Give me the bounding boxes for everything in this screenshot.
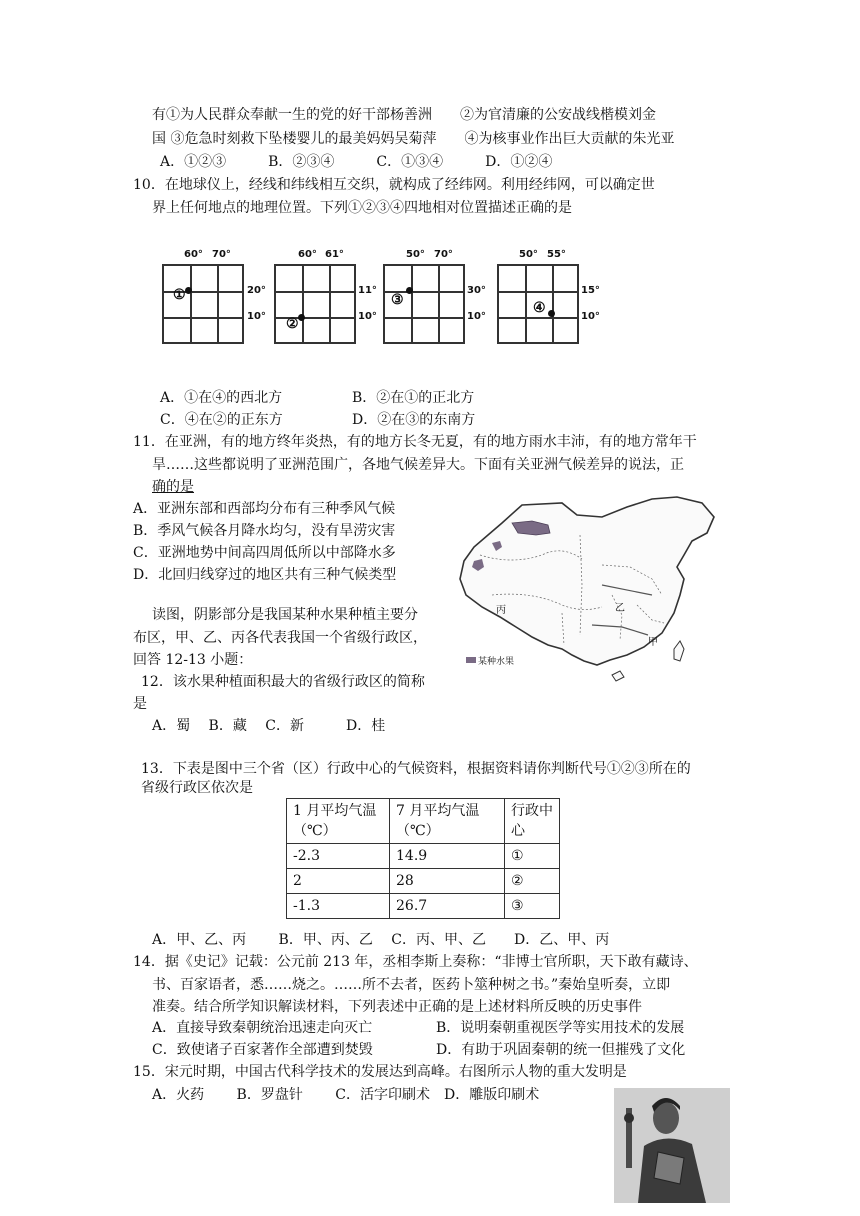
q12-line2: 是 xyxy=(133,696,147,712)
cell-jul: 28 xyxy=(390,869,505,894)
inventor-statue-photo xyxy=(614,1088,730,1203)
q13-options: A．甲、乙、丙 B．甲、丙、乙 C．丙、甲、乙 D．乙、甲、丙 xyxy=(152,932,610,948)
grid-1-top-right-label: 70° xyxy=(212,249,231,260)
grid-1-marker: ① xyxy=(173,287,186,303)
cell-jan: -1.3 xyxy=(287,894,390,919)
grid-2-marker: ② xyxy=(286,316,299,332)
grid-2-top-right-label: 61° xyxy=(325,249,344,260)
grid-1-right-bottom-label: 10° xyxy=(247,311,266,322)
q11-line2: 旱……这些都说明了亚洲范围广，各地气候差异大。下面有关亚洲气候差异的说法，正 xyxy=(152,457,684,473)
q11-line1: 11．在亚洲，有的地方终年炎热，有的地方长冬无夏，有的地方雨水丰沛，有的地方常年干 xyxy=(133,434,697,450)
grid-3-top-left-label: 50° xyxy=(406,249,425,260)
q14-option-d: D．有助于巩固秦朝的统一但摧残了文化 xyxy=(436,1042,686,1058)
grid-2-box xyxy=(274,264,356,344)
q11-option-b: B．季风气候各月降水均匀，没有旱涝灾害 xyxy=(133,523,396,539)
q10-option-c: C．④在②的正东方 xyxy=(160,412,283,428)
table-row xyxy=(287,869,560,894)
q14-option-c: C．致使诸子百家著作全部遭到焚毁 xyxy=(152,1042,373,1058)
q10-option-d: D．②在③的东南方 xyxy=(352,412,476,428)
q10-line2: 界上任何地点的地理位置。下列①②③④四地相对位置描述正确的是 xyxy=(152,200,572,216)
grid-2-point xyxy=(298,314,305,321)
climate-table xyxy=(286,798,560,919)
cell-jul: 26.7 xyxy=(390,894,505,919)
grid-4-right-top-label: 15° xyxy=(581,285,600,296)
grid-3-right-bottom-label: 10° xyxy=(467,311,486,322)
map-label-bing: 丙 xyxy=(496,605,506,616)
grid-2-right-top-label: 11° xyxy=(358,285,377,296)
cell-center: ② xyxy=(505,869,560,894)
q10-line1: 10．在地球仪上，经线和纬线相互交织，就构成了经纬网。利用经纬网，可以确定世 xyxy=(133,177,655,193)
q10-option-b: B．②在①的正北方 xyxy=(352,390,475,406)
cell-jul: 14.9 xyxy=(390,844,505,869)
q12-options: A．蜀 B．藏 C．新 D．桂 xyxy=(152,718,386,734)
reading-line1: 读图，阴影部分是我国某种水果种植主要分 xyxy=(152,607,418,623)
table-header-row xyxy=(287,799,560,844)
grid-1-right-top-label: 20° xyxy=(247,285,266,296)
table-row xyxy=(287,844,560,869)
cell-jan: 2 xyxy=(287,869,390,894)
grid-4-point xyxy=(548,310,555,317)
cell-jan: -2.3 xyxy=(287,844,390,869)
q13-line1: 13．下表是图中三个省（区）行政中心的气候资料，根据资料请你判断代号①②③所在的 xyxy=(141,761,691,777)
q11-option-d: D．北回归线穿过的地区共有三种气候类型 xyxy=(133,567,397,583)
grid-3-marker: ③ xyxy=(391,292,404,308)
reading-line2: 布区，甲、乙、丙各代表我国一个省级行政区， xyxy=(133,630,427,646)
header-jul-temp: 7 月平均气温（℃） xyxy=(390,799,505,844)
q9-line1: 有①为人民群众奉献一生的党的好干部杨善洲 ②为官清廉的公安战线楷模刘金 xyxy=(152,107,656,123)
q14-line2: 书、百家语者，悉……烧之。……所不去者，医药卜筮种树之书。”秦始皇听奏，立即 xyxy=(152,977,671,993)
grid-1-box xyxy=(162,264,244,344)
grid-2-right-bottom-label: 10° xyxy=(358,311,377,322)
header-jan-temp: 1 月平均气温（℃） xyxy=(287,799,390,844)
header-admin-center: 行政中心 xyxy=(505,799,560,844)
map-label-yi: 乙 xyxy=(615,603,625,614)
q15-options: A．火药 B．罗盘针 C．活字印刷术 D．雕版印刷术 xyxy=(152,1087,540,1103)
grid-3-point xyxy=(406,287,413,294)
q10-option-a: A．①在④的西北方 xyxy=(160,390,283,406)
map-label-jia: 甲 xyxy=(648,637,658,648)
grid-1-point xyxy=(185,287,192,294)
q13-line2: 省级行政区依次是 xyxy=(141,780,253,796)
table-row xyxy=(287,894,560,919)
cell-center: ③ xyxy=(505,894,560,919)
q14-option-a: A．直接导致秦朝统治迅速走向灭亡 xyxy=(152,1020,373,1036)
grid-1-top-left-label: 60° xyxy=(184,249,203,260)
grid-4-top-left-label: 50° xyxy=(519,249,538,260)
q11-option-c: C．亚洲地势中间高四周低所以中部降水多 xyxy=(133,545,396,561)
grid-2-top-left-label: 60° xyxy=(298,249,317,260)
grid-4-marker: ④ xyxy=(533,300,546,316)
q11-option-a: A．亚洲东部和西部均分布有三种季风气候 xyxy=(133,501,396,517)
q15-line1: 15．宋元时期，中国古代科学技术的发展达到高峰。右图所示人物的重大发明是 xyxy=(133,1064,627,1080)
q14-option-b: B．说明秦朝重视医学等实用技术的发展 xyxy=(436,1020,685,1036)
q9-options: A．①②③ B．②③④ C．①③④ D．①②④ xyxy=(160,154,553,170)
grid-3-top-right-label: 70° xyxy=(434,249,453,260)
q11-line3: 确的是 xyxy=(152,479,194,495)
grid-3-right-top-label: 30° xyxy=(467,285,486,296)
q9-line2: 国 ③危急时刻救下坠楼婴儿的最美妈妈吴菊萍 ④为核事业作出巨大贡献的朱光亚 xyxy=(152,131,675,147)
q14-line1: 14．据《史记》记载：公元前 213 年，丞相李斯上奏称：“非博士官所职，天下敢有藏诗、 xyxy=(133,954,698,970)
china-fruit-map xyxy=(452,495,722,685)
q12-line1: 12．该水果种植面积最大的省级行政区的简称 xyxy=(141,674,425,690)
q14-line3: 准奏。结合所学知识解读材料，下列表述中正确的是上述材料所反映的历史事件 xyxy=(152,999,642,1015)
grid-4-right-bottom-label: 10° xyxy=(581,311,600,322)
map-legend-label: 某种水果 xyxy=(478,657,515,667)
cell-center: ① xyxy=(505,844,560,869)
grid-4-top-right-label: 55° xyxy=(547,249,566,260)
reading-line3: 回答 12-13 小题： xyxy=(133,652,253,668)
